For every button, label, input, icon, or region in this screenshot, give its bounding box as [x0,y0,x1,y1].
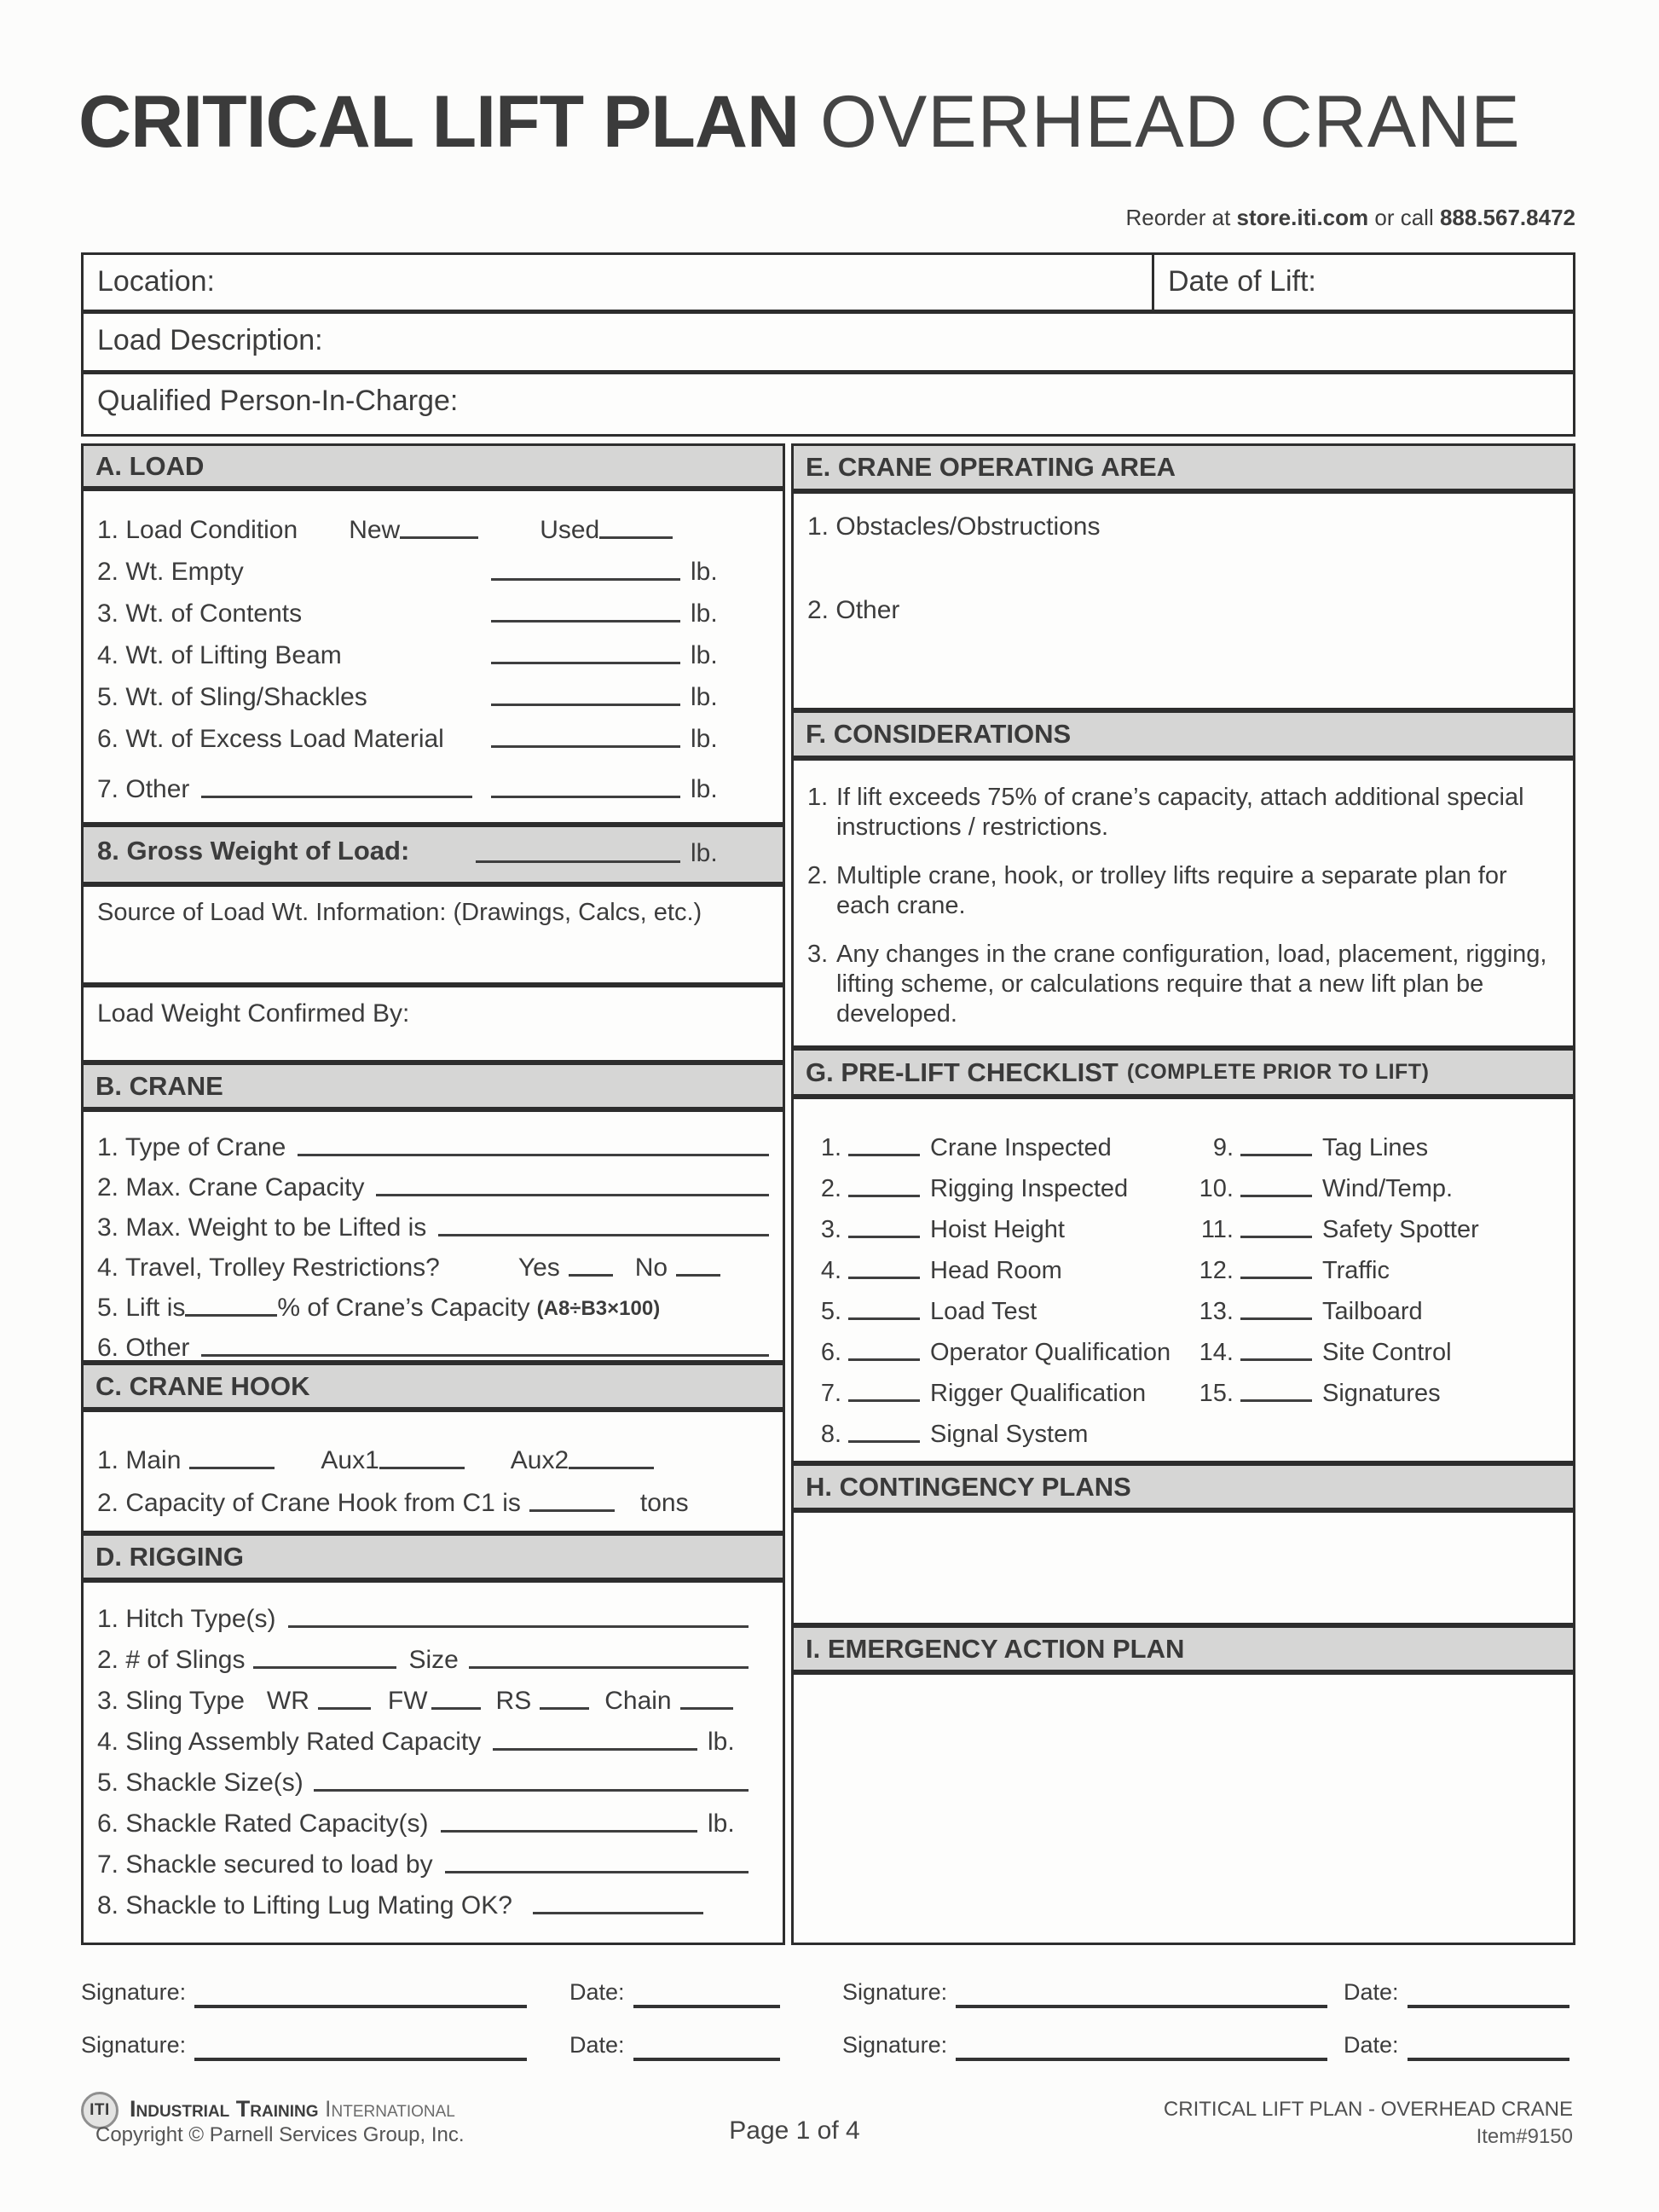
checklist-label: Safety Spotter [1322,1216,1479,1243]
checklist-item-head-room [802,1244,1171,1285]
shackle-capacity-row [97,1798,749,1839]
checklist-load-test-fill-line[interactable] [848,1316,920,1320]
lift-percent-row [97,1283,769,1323]
date-of-lift-label: Date of Lift: [1168,265,1316,298]
footer-brand-bold: Industrial Training [130,2096,319,2122]
checklist-item-crane-inspected [802,1121,1171,1162]
section-e-header [791,443,1575,491]
checklist-item-site-control [1194,1326,1479,1367]
travel-trolley-no-label: No [634,1254,668,1282]
shackle-size-fill-line[interactable] [314,1787,749,1792]
qualified-person-row [84,374,1573,434]
wt-lifting-beam-unit: lb. [691,641,718,669]
load-other-weight-fill-line[interactable] [491,794,680,798]
checklist-label: Tailboard [1322,1298,1423,1325]
signature-3-label: Signature: [81,2032,187,2058]
load-condition-label: 1. Load Condition [97,516,298,544]
type-of-crane-label: 1. Type of Crane [97,1133,286,1161]
checklist-number: 7. [820,1380,841,1407]
travel-trolley-label: 4. Travel, Trolley Restrictions? [97,1254,440,1282]
load-condition-new-label: New [349,516,401,544]
type-of-crane-row [97,1122,769,1162]
consideration-2-number: 2. [807,862,829,889]
wt-empty-row [97,545,731,587]
checklist-item-load-test [802,1285,1171,1326]
date-2-group [1344,1972,1569,2006]
shackle-secured-row [97,1839,749,1879]
checklist-signal-system-fill-line[interactable] [848,1439,920,1443]
sling-type-fw-fill-line[interactable] [431,1705,481,1710]
section-a-header [81,443,785,489]
checklist-safety-spotter-fill-line[interactable] [1240,1234,1312,1238]
checklist-label: Hoist Height [930,1216,1065,1243]
operating-area-other-label: 2. Other [807,596,900,624]
reorder-phone: 888.567.8472 [1439,205,1575,230]
date-1-fill-line[interactable] [633,2003,780,2008]
sling-type-rs-fill-line[interactable] [540,1705,589,1710]
section-d-header [81,1533,785,1580]
sling-assembly-capacity-fill-line[interactable] [493,1746,697,1751]
footer-item-number: Item#9150 [1476,2125,1573,2148]
hook-capacity-unit: tons [639,1489,689,1517]
checklist-hoist-height-fill-line[interactable] [848,1234,920,1238]
date-2-fill-line[interactable] [1408,2003,1569,2008]
checklist-number: 12. [1199,1257,1234,1284]
checklist-rigger-qualification-fill-line[interactable] [848,1398,920,1402]
section-b-body [81,1109,785,1363]
travel-trolley-row [97,1242,769,1283]
max-crane-capacity-fill-line[interactable] [376,1192,769,1196]
sling-type-chain-fill-line[interactable] [680,1705,733,1710]
checklist-label: Wind/Temp. [1322,1175,1454,1202]
sling-type-fw-label: FW [387,1687,428,1715]
shackle-capacity-label: 6. Shackle Rated Capacity(s) [97,1810,429,1838]
section-g-subtitle: (COMPLETE PRIOR TO LIFT) [1126,1060,1430,1084]
section-a-title: A. LOAD [95,450,205,481]
reorder-site-link[interactable]: store.iti.com [1236,205,1369,230]
hitch-type-row [97,1593,749,1634]
signature-2-label: Signature: [842,1979,948,2005]
checklist-item-rigger-qualification [802,1367,1171,1408]
section-c-title: C. CRANE HOOK [95,1370,310,1401]
type-of-crane-fill-line[interactable] [298,1152,769,1156]
sling-type-row [97,1675,749,1716]
date-4-group [1344,2024,1569,2059]
section-c-body [81,1410,785,1533]
travel-trolley-no-fill-line[interactable] [676,1272,720,1277]
section-e-body[interactable] [791,491,1575,710]
section-f-body [791,758,1575,1048]
signature-4-fill-line[interactable] [956,2056,1327,2061]
wt-excess-load-label: 6. Wt. of Excess Load Material [97,725,444,753]
wt-excess-load-unit: lb. [691,725,718,753]
max-crane-capacity-label: 2. Max. Crane Capacity [97,1173,365,1202]
date-3-label: Date: [569,2032,625,2058]
checklist-signatures-fill-line[interactable] [1240,1398,1312,1402]
checklist-number: 9. [1212,1134,1234,1161]
consideration-3-text: Any changes in the crane configuration, load, placement, rigging, lifting scheme, or calculations require that a new lift plan be developed. [836,941,1547,1028]
section-f-header [791,710,1575,758]
consideration-1-text: If lift exceeds 75% of crane’s capacity, attach additional special instructions / restrictions. [836,784,1524,841]
wt-contents-row [97,587,731,628]
location-field[interactable] [84,255,1154,310]
load-other-label: 7. Other [97,775,190,803]
consideration-2-text: Multiple crane, hook, or trolley lifts require a separate plan for each crane. [836,862,1507,919]
load-other-row [97,762,731,804]
date-4-fill-line[interactable] [1408,2056,1569,2061]
qualified-person-field[interactable] [84,374,1573,434]
checklist-number: 5. [820,1298,841,1325]
num-slings-row [97,1634,749,1675]
date-4-label: Date: [1344,2032,1399,2058]
signature-1-group [81,1972,527,2006]
checklist-number: 2. [820,1175,841,1202]
crane-other-label: 6. Other [97,1334,190,1362]
checklist-label: Rigger Qualification [930,1380,1147,1407]
date-1-label: Date: [569,1979,625,2005]
gross-weight-unit: lb. [691,839,718,867]
load-wt-source-box[interactable] [81,884,785,985]
shackle-capacity-fill-line[interactable] [441,1828,697,1833]
sling-type-wr-fill-line[interactable] [318,1705,371,1710]
section-h-header [791,1463,1575,1510]
checklist-item-tag-lines [1194,1121,1479,1162]
shackle-size-row [97,1757,749,1798]
checklist-item-rigging-inspected [802,1162,1171,1203]
checklist-label: Operator Qualification [930,1339,1171,1366]
load-condition-row [97,503,731,545]
checklist-item-tailboard [1194,1285,1479,1326]
sling-assembly-capacity-label: 4. Sling Assembly Rated Capacity [97,1728,482,1756]
section-h-body[interactable] [791,1510,1575,1625]
checklist-item-signatures [1194,1367,1479,1408]
max-weight-lifted-row [97,1202,769,1242]
section-c-header [81,1363,785,1410]
checklist-label: Tag Lines [1322,1134,1429,1161]
section-d-body [81,1580,785,1945]
section-i-title: I. EMERGENCY ACTION PLAN [806,1633,1185,1664]
hitch-type-fill-line[interactable] [288,1624,749,1628]
crane-other-row [97,1323,769,1363]
page-title-sub: OVERHEAD CRANE [799,81,1521,163]
checklist-item-operator-qualification [802,1326,1171,1367]
sling-size-label: Size [408,1646,459,1674]
consideration-item [802,783,1561,843]
load-description-row [84,314,1573,374]
wt-empty-label: 2. Wt. Empty [97,558,244,586]
checklist-item-safety-spotter [1194,1203,1479,1244]
max-weight-lifted-label: 3. Max. Weight to be Lifted is [97,1213,427,1242]
wt-sling-shackles-fill-line[interactable] [491,702,680,706]
wt-sling-shackles-unit: lb. [691,683,718,711]
checklist-site-control-fill-line[interactable] [1240,1357,1312,1361]
shackle-capacity-unit: lb. [708,1810,735,1838]
signature-3-fill-line[interactable] [194,2056,527,2061]
date-3-fill-line[interactable] [633,2056,780,2061]
wt-empty-fill-line[interactable] [491,576,680,581]
checklist-label: Site Control [1322,1339,1452,1366]
sling-assembly-capacity-unit: lb. [708,1728,735,1756]
checklist-head-room-fill-line[interactable] [848,1275,920,1279]
hook-capacity-row [97,1475,769,1518]
checklist-label: Signatures [1322,1380,1441,1407]
section-d-title: D. RIGGING [95,1541,244,1572]
checklist-label: Traffic [1322,1257,1390,1284]
hook-aux1-fill-line[interactable] [379,1465,465,1469]
hook-main-fill-line[interactable] [189,1465,275,1469]
hook-main-aux-row [97,1433,769,1475]
date-3-group [569,2024,780,2059]
hitch-type-label: 1. Hitch Type(s) [97,1605,276,1633]
page-title-main: CRITICAL LIFT PLAN [78,81,800,163]
num-slings-fill-line[interactable] [253,1665,396,1669]
signature-2-group [842,1972,1327,2006]
load-other-unit: lb. [691,775,718,803]
checklist-number: 13. [1199,1298,1234,1325]
consideration-item [802,861,1561,921]
section-g-header [791,1048,1575,1097]
reorder-prefix: Reorder at [1125,205,1237,230]
sling-type-wr-label: WR [266,1687,309,1715]
lift-percent-pre-label: 5. Lift is [97,1294,186,1322]
footer-brand-light: International [318,2096,455,2122]
load-condition-used-fill-line[interactable] [599,535,673,539]
hook-main-label: 1. Main [97,1446,182,1474]
signature-3-group [81,2024,527,2059]
checklist-tailboard-fill-line[interactable] [1240,1316,1312,1320]
crane-other-fill-line[interactable] [201,1352,769,1357]
section-h-title: H. CONTINGENCY PLANS [806,1471,1131,1502]
footer-doc-title: CRITICAL LIFT PLAN - OVERHEAD CRANE [1163,2098,1573,2121]
checklist-number: 6. [820,1339,841,1366]
checklist-item-signal-system [802,1408,1171,1449]
wt-contents-fill-line[interactable] [491,618,680,622]
lift-percent-post-label: % of Crane’s Capacity [277,1294,530,1322]
load-condition-used-label: Used [540,516,600,544]
checklist-label: Head Room [930,1257,1062,1284]
checklist-number: 15. [1199,1380,1234,1407]
travel-trolley-yes-fill-line[interactable] [569,1272,613,1277]
travel-trolley-yes-label: Yes [517,1254,560,1282]
checklist-label: Crane Inspected [930,1134,1112,1161]
signature-2-fill-line[interactable] [956,2003,1327,2008]
wt-lifting-beam-label: 4. Wt. of Lifting Beam [97,641,342,669]
wt-lifting-beam-row [97,628,731,670]
consideration-1-number: 1. [807,784,829,811]
date-1-group [569,1972,780,2006]
consideration-item [802,940,1561,1029]
section-i-header [791,1625,1575,1672]
page-title [78,82,1521,163]
sling-type-chain-label: Chain [604,1687,672,1715]
sling-type-rs-label: RS [495,1687,532,1715]
checklist-label: Load Test [930,1298,1038,1325]
consideration-3-number: 3. [807,941,829,968]
checklist-tag-lines-fill-line[interactable] [1240,1152,1312,1156]
checklist-left-column [802,1121,1171,1449]
signature-1-fill-line[interactable] [194,2003,527,2008]
lift-percent-formula-note: (A8÷B3×100) [536,1297,661,1320]
checklist-right-column [1194,1121,1479,1408]
section-g-body [791,1097,1575,1463]
hook-capacity-fill-line[interactable] [529,1508,615,1512]
signature-4-label: Signature: [842,2032,948,2058]
footer-brand [130,2096,455,2122]
load-description-field[interactable] [84,314,1573,370]
location-row [84,255,1573,314]
load-other-fill-line[interactable] [201,794,472,798]
shackle-lug-mating-fill-line[interactable] [533,1910,703,1914]
section-g-title: G. PRE-LIFT CHECKLIST [806,1057,1119,1087]
sling-type-label: 3. Sling Type [97,1687,245,1715]
max-crane-capacity-row [97,1162,769,1202]
checklist-number: 4. [820,1257,841,1284]
checklist-label: Signal System [930,1421,1089,1448]
load-condition-new-fill-line[interactable] [400,535,478,539]
page-number: Page 1 of 4 [729,2116,860,2145]
hook-capacity-label: 2. Capacity of Crane Hook from C1 is [97,1489,521,1517]
section-b-header [81,1063,785,1109]
hook-aux2-label: Aux2 [510,1446,569,1474]
checklist-label: Rigging Inspected [930,1175,1129,1202]
shackle-lug-mating-label: 8. Shackle to Lifting Lug Mating OK? [97,1891,512,1920]
iti-logo-text: ITI [90,2101,110,2119]
hook-aux1-label: Aux1 [321,1446,379,1474]
load-description-label: Load Description: [97,324,323,356]
signature-1-label: Signature: [81,1979,187,2005]
checklist-rigging-inspected-fill-line[interactable] [848,1193,920,1197]
reorder-or-call: or call [1368,205,1440,230]
wt-excess-load-fill-line[interactable] [491,744,680,748]
hook-aux2-fill-line[interactable] [569,1465,654,1469]
gross-weight-label: 8. Gross Weight of Load: [97,836,410,866]
wt-contents-label: 3. Wt. of Contents [97,599,303,628]
footer-copyright: Copyright © Parnell Services Group, Inc. [95,2123,465,2146]
num-slings-label: 2. # of Slings [97,1646,246,1674]
checklist-item-wind-temp [1194,1162,1479,1203]
load-wt-confirmed-label: Load Weight Confirmed By: [97,999,410,1028]
checklist-number: 1. [820,1134,841,1161]
load-wt-source-label: Source of Load Wt. Information: (Drawings, Calcs, etc.) [97,899,702,926]
sling-size-fill-line[interactable] [469,1665,749,1669]
wt-empty-unit: lb. [691,558,718,586]
signature-4-group [842,2024,1327,2059]
load-wt-confirmed-box[interactable] [81,985,785,1063]
section-i-body[interactable] [791,1672,1575,1945]
qualified-person-label: Qualified Person-In-Charge: [97,385,459,417]
header-info-table [81,252,1575,437]
lift-percent-fill-line[interactable] [185,1312,277,1317]
wt-sling-shackles-row [97,670,731,712]
wt-excess-load-row [97,712,731,754]
shackle-size-label: 5. Shackle Size(s) [97,1769,303,1797]
sling-assembly-capacity-row [97,1716,749,1757]
obstacles-label: 1. Obstacles/Obstructions [807,512,1101,541]
checklist-number: 14. [1199,1339,1234,1366]
checklist-number: 3. [820,1216,841,1243]
location-label: Location: [97,265,215,298]
gross-weight-fill-line[interactable] [476,859,680,863]
wt-contents-unit: lb. [691,599,718,628]
max-weight-lifted-fill-line[interactable] [438,1232,769,1236]
shackle-secured-fill-line[interactable] [445,1869,749,1873]
section-f-title: F. CONSIDERATIONS [806,719,1072,749]
checklist-number: 8. [820,1421,841,1448]
checklist-crane-inspected-fill-line[interactable] [848,1152,920,1156]
date-of-lift-field[interactable] [1154,255,1573,310]
shackle-lug-mating-row [97,1879,749,1920]
checklist-item-hoist-height [802,1203,1171,1244]
shackle-secured-label: 7. Shackle secured to load by [97,1850,433,1879]
checklist-number: 10. [1199,1175,1234,1202]
checklist-wind-temp-fill-line[interactable] [1240,1193,1312,1197]
checklist-number: 11. [1200,1216,1234,1243]
wt-sling-shackles-label: 5. Wt. of Sling/Shackles [97,683,367,711]
checklist-operator-qualification-fill-line[interactable] [848,1357,920,1361]
section-b-title: B. CRANE [95,1070,223,1101]
checklist-traffic-fill-line[interactable] [1240,1275,1312,1279]
section-e-title: E. CRANE OPERATING AREA [806,452,1176,482]
date-2-label: Date: [1344,1979,1399,2005]
section-a-body [81,489,785,825]
gross-weight-bar [81,825,785,884]
checklist-item-traffic [1194,1244,1479,1285]
reorder-line [1125,205,1575,231]
wt-lifting-beam-fill-line[interactable] [491,660,680,664]
